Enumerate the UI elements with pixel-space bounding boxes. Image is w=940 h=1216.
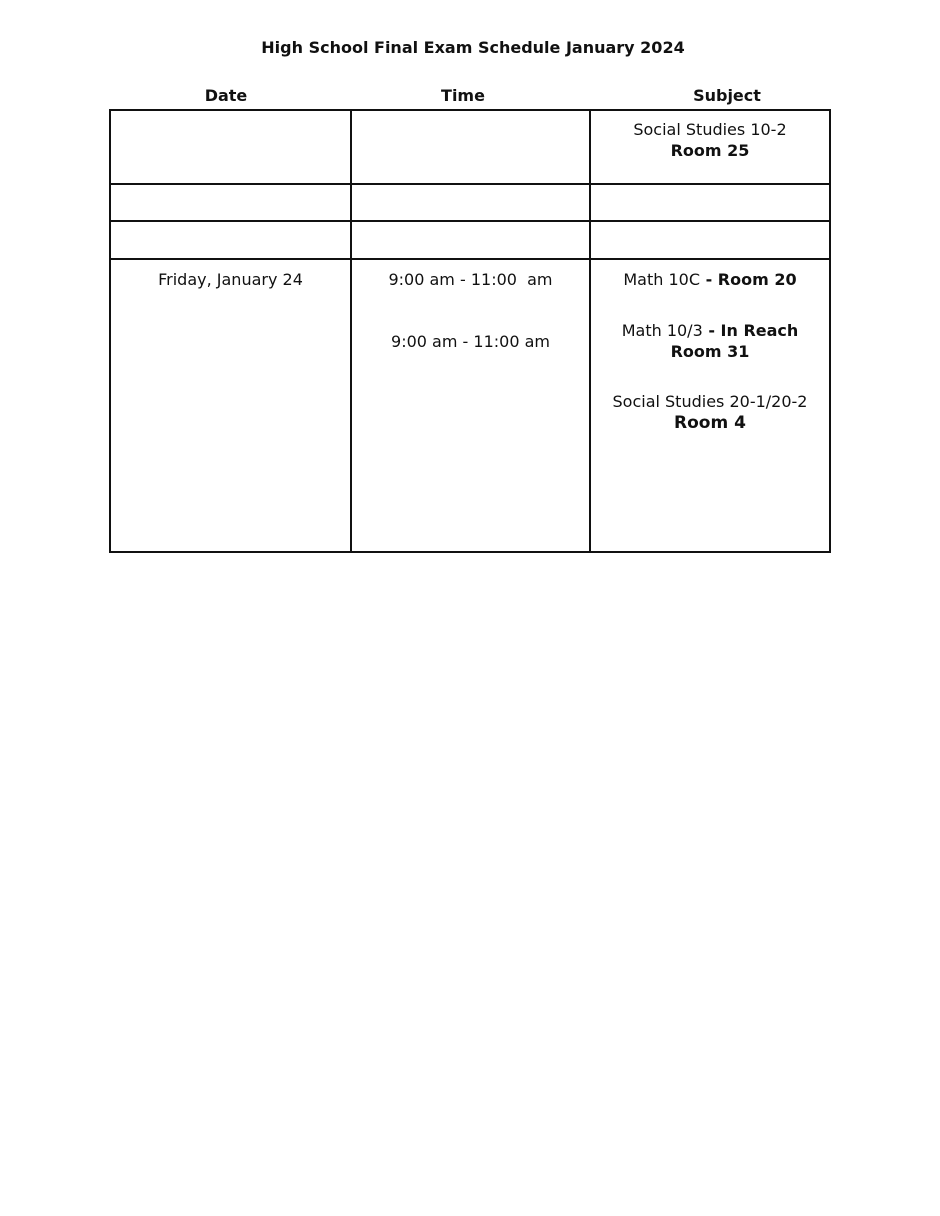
row4-date-cell: Friday, January 24 — [158, 270, 303, 289]
exam-1-course: Math 10C — [623, 270, 701, 289]
header-subject: Subject — [693, 86, 761, 105]
table-border-right — [829, 109, 831, 553]
header-date: Date — [204, 86, 248, 105]
row-divider-2 — [109, 220, 831, 222]
table-border-top — [109, 109, 831, 111]
row4-time-2: 9:00 am - 11:00 am — [391, 332, 550, 351]
subject-room: Room 25 — [670, 141, 750, 160]
row4-time-1: 9:00 am - 11:00 am — [388, 270, 553, 289]
exam-2-room: Room 31 — [670, 342, 750, 361]
row-divider-3 — [109, 258, 831, 260]
page-title: High School Final Exam Schedule January 2024 — [261, 38, 685, 57]
row4-exam-2 — [591, 320, 829, 362]
table-border-bottom — [109, 551, 831, 553]
row4-exam-3 — [591, 391, 829, 434]
exam-2-course: Math 10/3 — [621, 321, 703, 340]
row1-subject-cell — [591, 119, 829, 161]
header-time: Time — [441, 86, 485, 105]
exam-2-note: - In Reach — [702, 321, 799, 340]
table-border-left — [109, 109, 111, 553]
row-divider-1 — [109, 183, 831, 185]
exam-3-room: Room 4 — [674, 413, 746, 433]
exam-3-course: Social Studies 20-1/20-2 — [612, 392, 808, 411]
subject-course: Social Studies 10-2 — [633, 120, 787, 139]
row4-exam-1 — [591, 269, 829, 290]
exam-1-room: - Room 20 — [700, 270, 797, 289]
